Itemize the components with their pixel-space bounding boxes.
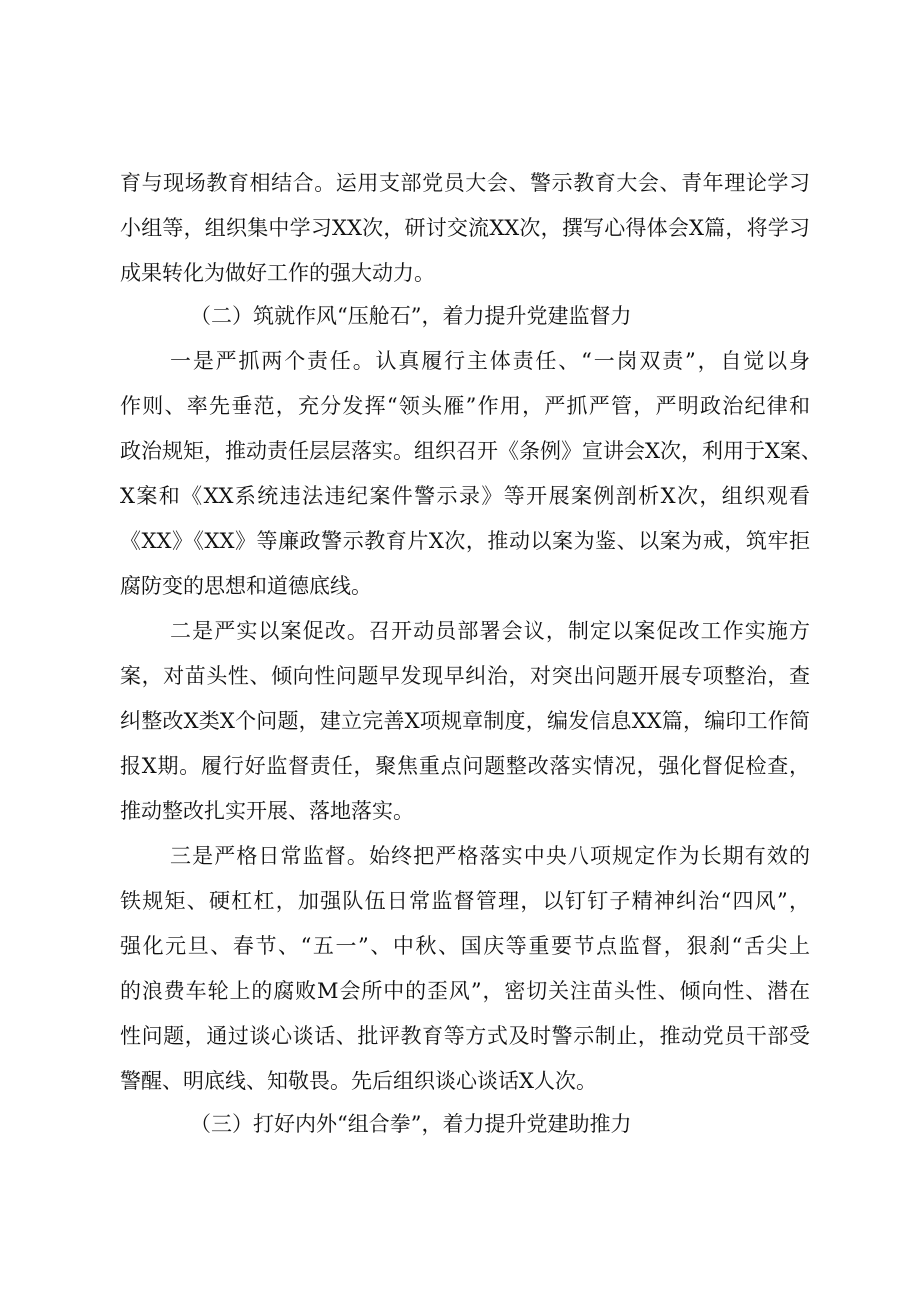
text-line: 警醒、明底线、知敬畏。先后组织谈心谈话X人次。 [120, 1069, 597, 1093]
text-line: 育与现场教育相结合。运用支部党员大会、警示教育大会、青年理论学习 [120, 171, 810, 195]
text-line: X案和《XX系统违法违纪案件警示录》等开展案例剖析X次，组织观看 [120, 484, 810, 508]
text-line: 腐防变的思想和道德底线。 [120, 574, 372, 598]
section-heading: （二）筑就作风“压舱石”，着力提升党建监督力 [190, 304, 632, 328]
text-line: 作则、率先垂范，充分发挥“领头雁”作用，严抓严管，严明政治纪律和 [120, 394, 810, 418]
text-line: 纠整改X类X个问题，建立完善X项规章制度，编发信息XX篇，编印工作简 [120, 709, 810, 733]
text-line: 推动整改扎实开展、落地落实。 [120, 799, 414, 823]
text-line: 政治规矩，推动责任层层落实。组织召开《条例》宣讲会X次，利用于X案、 [120, 439, 822, 463]
section-heading: （三）打好内外“组合拳”，着力提升党建助推力 [190, 1112, 632, 1136]
text-line: 《XX》《XX》等廉政警示教育片X次，推动以案为鉴、以案为戒，筑牢拒 [120, 529, 810, 553]
text-line: 的浪费车轮上的腐败M会所中的歪风”，密切关注苗头性、倾向性、潜在 [120, 979, 810, 1003]
text-line: 性问题，通过谈心谈话、批评教育等方式及时警示制止，推动党员干部受 [120, 1024, 810, 1048]
text-line: 二是严实以案促改。召开动员部署会议，制定以案促改工作实施方 [170, 619, 810, 643]
text-line: 案，对苗头性、倾向性问题早发现早纠治，对突出问题开展专项整治，查 [120, 664, 810, 688]
text-line: 小组等，组织集中学习XX次，研讨交流XX次，撰写心得体会X篇，将学习 [120, 216, 810, 240]
text-line: 一是严抓两个责任。认真履行主体责任、“一岗双责”，自觉以身 [170, 349, 810, 373]
text-line: 报X期。履行好监督责任，聚焦重点问题整改落实情况，强化督促检查， [120, 754, 810, 778]
text-line: 三是严格日常监督。始终把严格落实中央八项规定作为长期有效的 [170, 844, 810, 868]
text-line: 强化元旦、春节、“五一”、中秋、国庆等重要节点监督，狠刹“舌尖上 [120, 934, 810, 958]
text-line: 成果转化为做好工作的强大动力。 [120, 261, 435, 285]
text-line: 铁规矩、硬杠杠，加强队伍日常监督管理，以钉钉子精神纠治“四风”， [120, 889, 810, 913]
